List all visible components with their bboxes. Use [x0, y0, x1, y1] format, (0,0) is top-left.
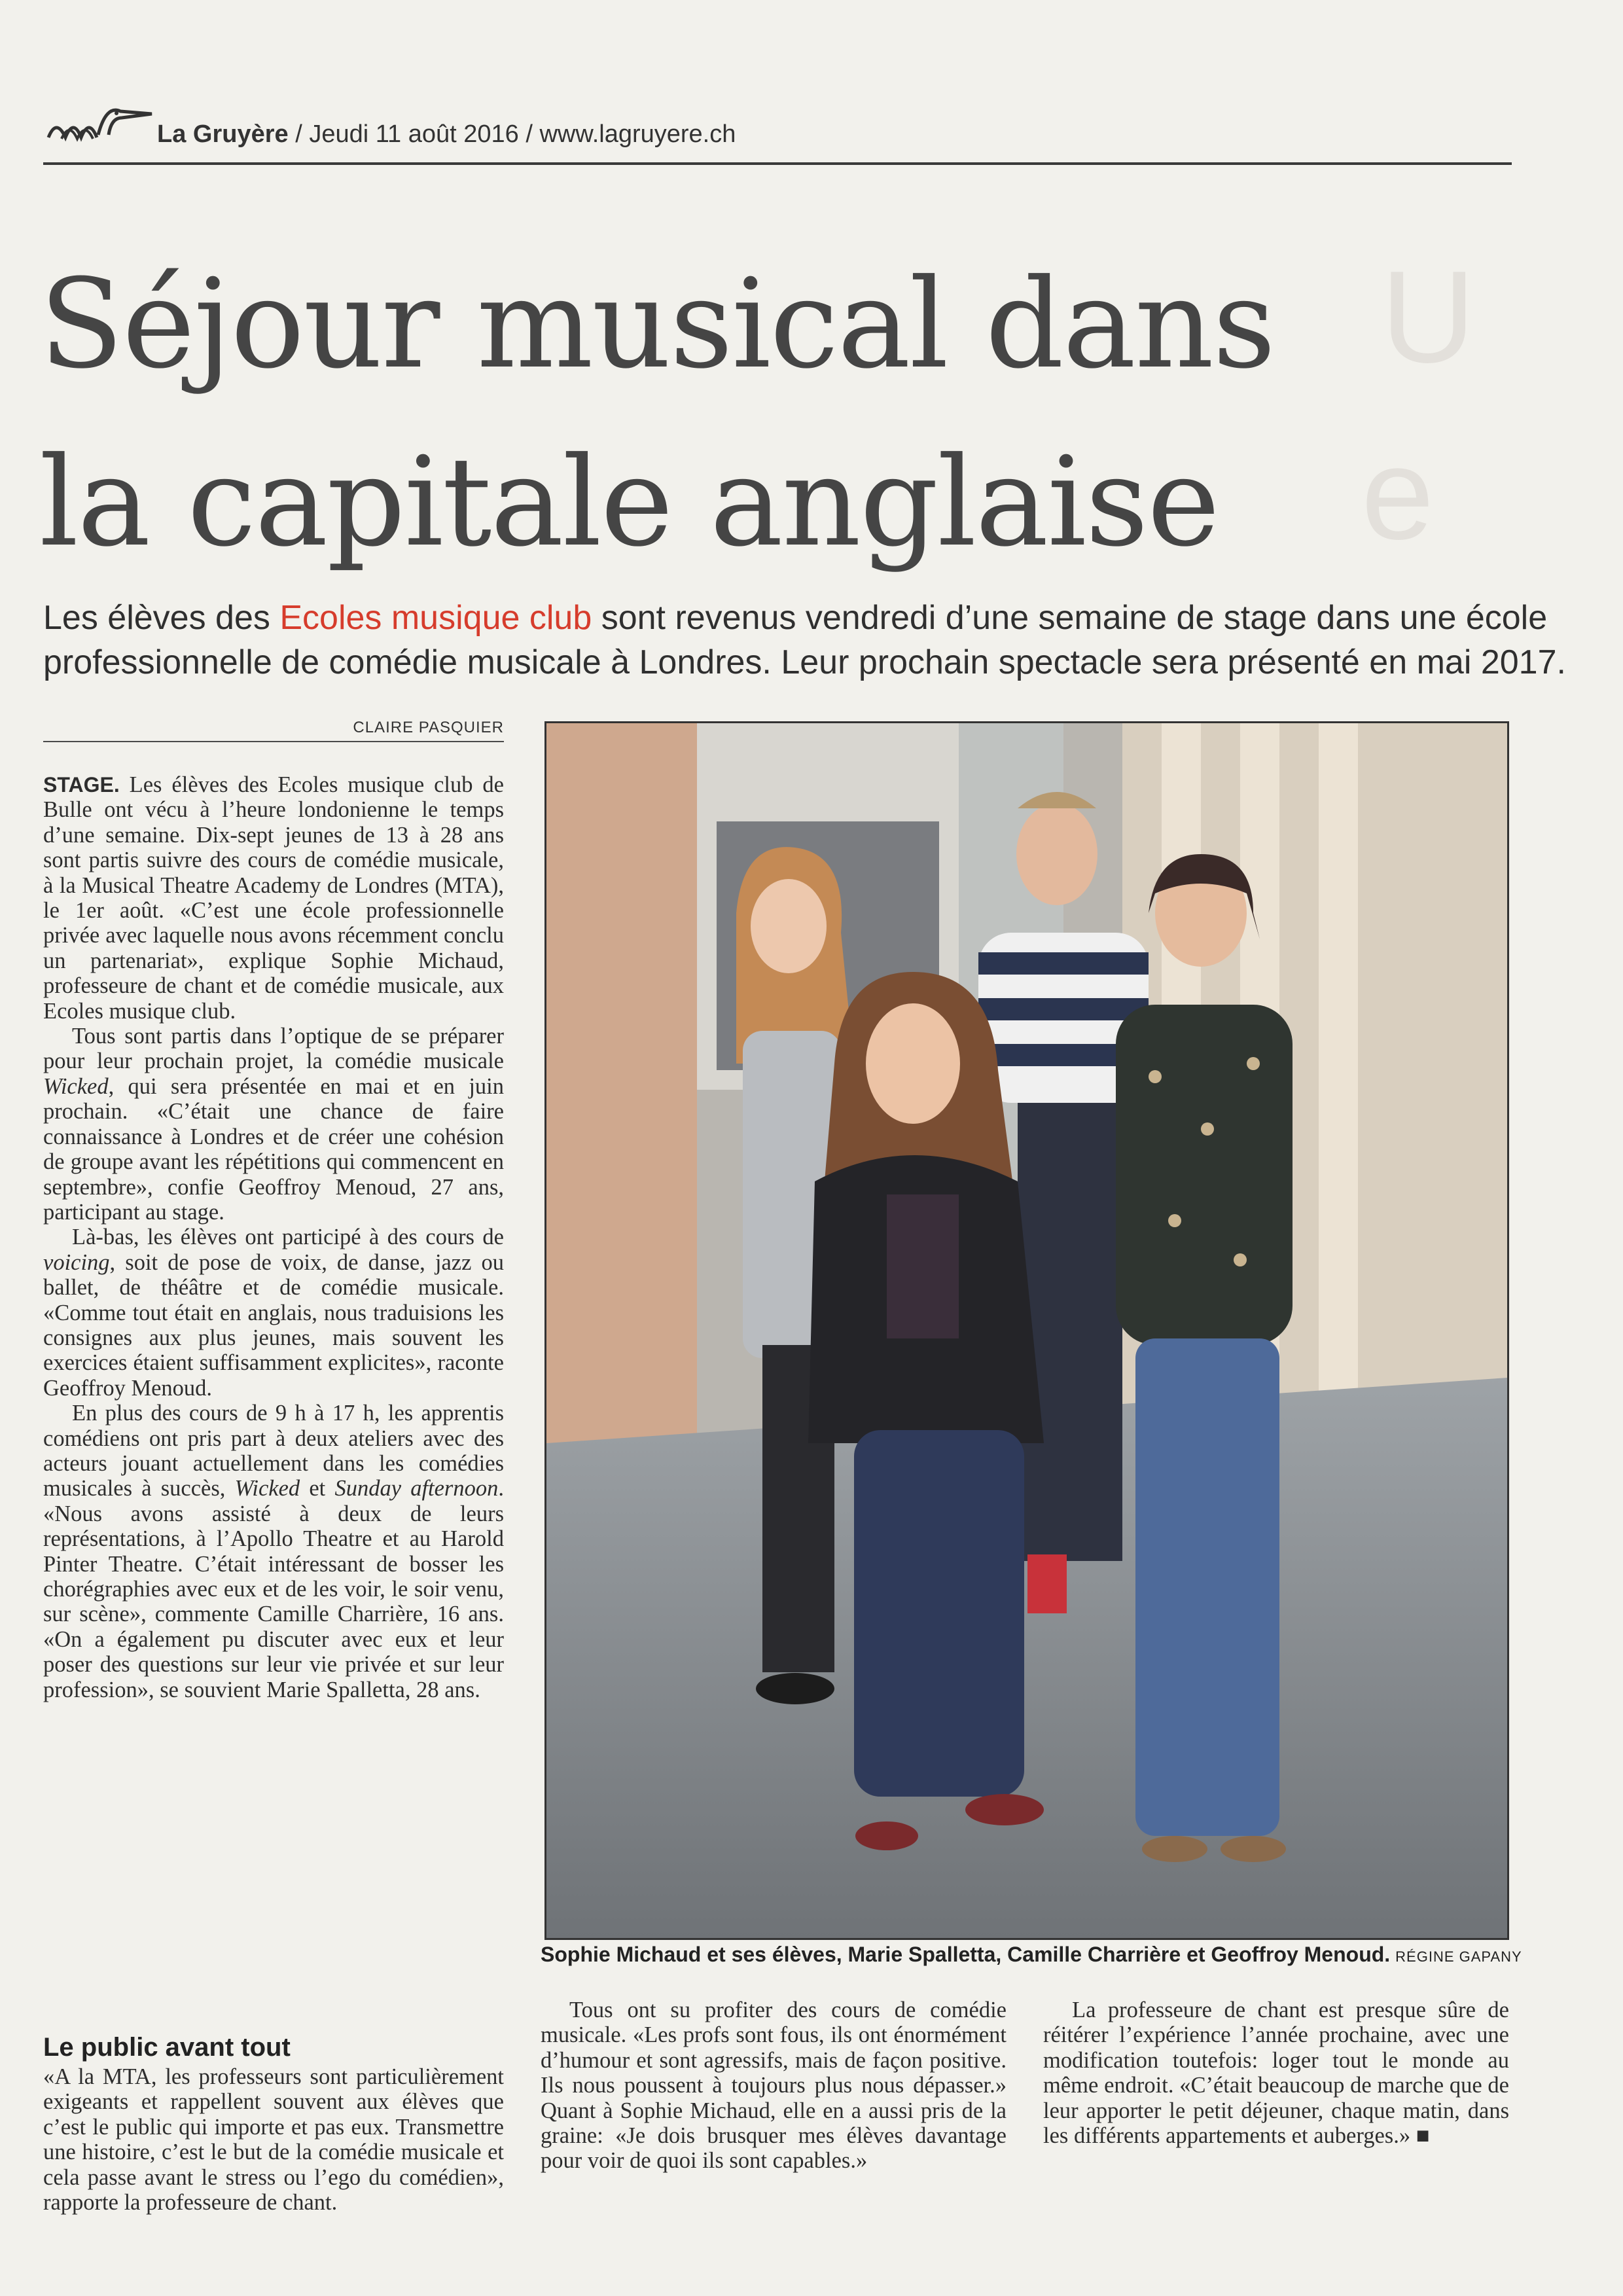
masthead — [43, 92, 1512, 168]
photo-caption — [541, 1943, 1522, 1967]
author-name: CLAIRE PASQUIER — [353, 719, 504, 736]
photo-credit: RÉGINE GAPANY — [1395, 1948, 1522, 1965]
headline — [39, 236, 1479, 592]
paragraph-7: La professeure de chant est presque sûre de réitérer l’expérience l’année prochaine, avec une modification toutefois: loger tout le monde au même endroit. «C’était beaucoup de marche que de leur apporter le petit déjeuner, chaque matin, dans les différents appartements et auberges.» ■ — [1043, 1998, 1509, 2149]
subheading: Le public avant tout — [43, 2033, 291, 2062]
paragraph-4 — [43, 1401, 504, 1702]
article-column-2 — [541, 1998, 1007, 2174]
paragraph-text: , qui sera présentée en mai et en juin prochain. «C’était une chance de faire connaissance à Londres et de créer une cohésion de groupe avant les répétitions qui commencent en septembre», confie Geoffroy Menoud, 27 ans, participant au stage. — [43, 1073, 504, 1225]
masthead-text — [157, 120, 736, 149]
heron-logo-icon — [43, 92, 154, 151]
headline-line-1: Séjour musical dans — [39, 253, 1275, 396]
headline-line-2: la capitale anglaise — [39, 431, 1219, 574]
paragraph-2 — [43, 1024, 504, 1225]
paragraph-text: Là-bas, les élèves ont participé à des cours de — [72, 1225, 504, 1250]
italic-title: Sunday afternoon — [334, 1476, 499, 1501]
article-column-3 — [1043, 1998, 1509, 2148]
lead-line-2: professionnelle de comédie musicale à Londres. Leur prochain spectacle sera présenté en mai 2017. — [43, 643, 1566, 681]
masthead-rule — [43, 162, 1512, 165]
kicker: STAGE. — [43, 773, 120, 797]
group-photo-illustration — [546, 723, 1507, 1938]
paragraph-1 — [43, 772, 504, 1024]
paragraph-text: . «Nous avons assisté à deux de leurs représentations, à l’Apollo Theatre et au Harold Pinter Theatre. C’était intéressant de bosser les chorégraphies avec eux et de les voir, le soir venu, sur scène», commente Camille Charrière, 16 ans. «On a également pu discuter avec eux et leur poser des questions sur leur vie privée et sur leur profession», se souvient Marie Spalletta, 28 ans. — [43, 1476, 504, 1702]
italic-title: Wicked — [43, 1073, 109, 1099]
italic-title: Wicked — [234, 1476, 300, 1501]
masthead-date-url: / Jeudi 11 août 2016 / www.lagruyere.ch — [288, 120, 736, 148]
paragraph-text: , soit de pose de voix, de danse, jazz ou ballet, de théâtre et de comédie musicale. «Comme tout était en anglais, nous traduisions les consignes aux plus jeunes, mais souvent les exercices étaient suffisamment explicites», raconte Geoffroy Menoud. — [43, 1249, 504, 1401]
byline — [43, 719, 504, 742]
paragraph-5: «A la MTA, les professeurs sont particulièrement exigeants et rappellent souvent aux élèves que c’est le public qui importe et pas eux. Transmettre une histoire, c’est le but de la comédie musicale et cela passe avant le stress ou l’ego du comédien», rapporte la professeure de chant. — [43, 2064, 504, 2215]
caption-text: Sophie Michaud et ses élèves, Marie Spalletta, Camille Charrière et Geoffroy Menoud. — [541, 1943, 1391, 1966]
lead-highlight: Ecoles musique club — [279, 599, 592, 637]
lead-text: sont revenus vendredi d’une semaine de stage dans une école — [592, 599, 1548, 637]
paragraph-text: Les élèves des Ecoles musique club de Bulle ont vécu à l’heure londonienne le temps d’une semaine. Dix-sept jeunes de 13 à 28 ans sont partis suivre des cours de comédie musicale, à la Musical Theatre Academy de Londres (MTA), le 1er août. «C’est une école professionnelle privée avec laquelle nous avons récemment conclu un partenariat», explique Sophie Michaud, professeure de chant et de comédie musicale, aux Ecoles musique club. — [43, 772, 504, 1024]
lead-line-1 — [43, 596, 1548, 640]
show-through-text: U — [1381, 244, 1476, 390]
paragraph-3 — [43, 1225, 504, 1401]
paragraph-text: et — [300, 1476, 335, 1501]
paper-name: La Gruyère — [157, 120, 289, 148]
lead-text: Les élèves des — [43, 599, 280, 637]
lead-paragraph — [43, 596, 1566, 685]
article-column-1 — [43, 772, 504, 1702]
paragraph-6: Tous ont su profiter des cours de comédie musicale. «Les profs sont fous, ils ont énormément d’humour et sont agressifs, mais de façon positive. Ils nous poussent à toujours plus nous dépasser.» Quant à Sophie Michaud, elle en a aussi pris de la graine: «Je dois brusquer mes élèves davantage pour voir de quoi ils sont capables.» — [541, 1998, 1007, 2174]
italic-term: voicing — [43, 1249, 110, 1275]
paragraph-text: Tous sont partis dans l’optique de se préparer pour leur prochain projet, la comédie musicale — [43, 1024, 504, 1074]
article-photo — [544, 721, 1509, 1940]
show-through-text: e — [1361, 421, 1435, 567]
article-column-1-bottom — [43, 2024, 504, 2215]
paragraph-text: En plus des cours de 9 h à 17 h, les apprentis comédiens ont pris part à deux ateliers avec des acteurs jouant actuellement dans les comédies musicales à succès, — [43, 1401, 504, 1501]
